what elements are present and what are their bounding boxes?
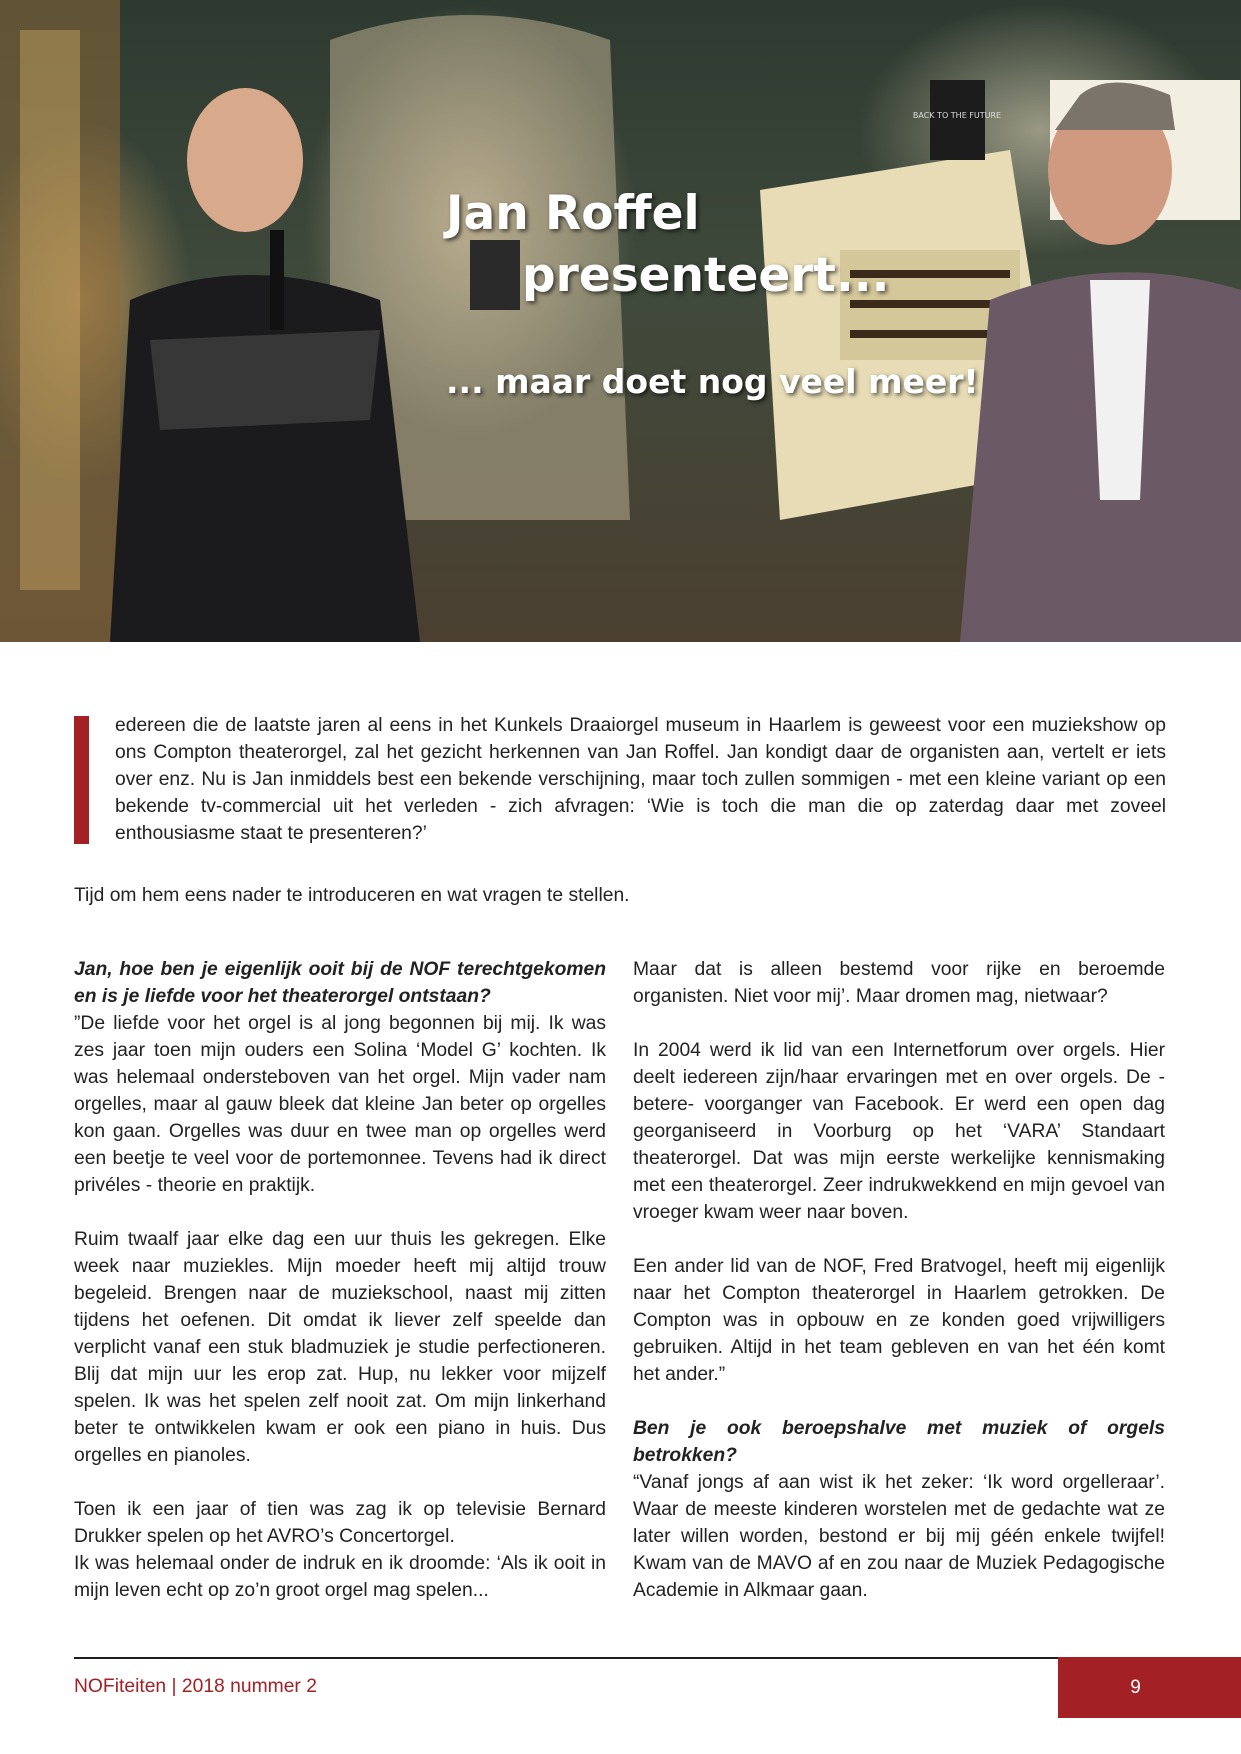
hero-photo: [0, 0, 1241, 642]
answer-paragraph: Ik was helemaal onder de indruk en ik droomde: ‘Als ik ooit in mijn leven echt op zo’n groot orgel mag spelen...: [74, 1553, 606, 1601]
page-number: 9: [1130, 1676, 1141, 1698]
drop-cap-bar: [74, 716, 89, 844]
hero-illustration: [0, 0, 1241, 642]
answer-paragraph: Een ander lid van de NOF, Fred Bratvogel, heeft mij eigenlijk naar het Compton theaterorgel in Haarlem getrokken. De Compton was in opbouw en ze konden goed vrijwilligers gebruiken. Altijd in het team gebleven en van het één komt het ander.”: [633, 1256, 1165, 1385]
question-1: Jan, hoe ben je eigenlijk ooit bij de NOF terechtgekomen en is je liefde voor het theaterorgel ontstaan?: [74, 959, 606, 1007]
right-column: [633, 956, 1165, 1604]
video-box: [930, 80, 985, 160]
question-2: Ben je ook beroepshalve met muziek of orgels betrokken?: [633, 1418, 1165, 1466]
hero-subtitle: ... maar doet nog veel meer!: [446, 362, 979, 401]
answer-paragraph: Toen ik een jaar of tien was zag ik op televisie Bernard Drukker spelen op het AVRO’s Concertorgel.: [74, 1499, 606, 1547]
hero-title-line1: Jan Roffel: [446, 186, 700, 241]
answer-paragraph: In 2004 werd ik lid van een Internetforum over orgels. Hier deelt iedereen zijn/haar ervaringen met en over orgels. De -betere- voorganger van Facebook. Er werd een open dag georganiseerd in Voorburg op het ‘VARA’ Standaart theaterorgel. Dat was mijn eerste werkelijke kennismaking met een theaterorgel. Zeer indrukwekkend en mijn gevoel van vroeger kwam weer naar boven.: [633, 1040, 1165, 1223]
intro-block: [74, 712, 1166, 847]
answer-paragraph: Ruim twaalf jaar elke dag een uur thuis les gekregen. Elke week naar muziekles. Mijn moeder heeft mij altijd trouw begeleid. Brengen naar de muziekschool, naast mij zitten tijdens het oefenen. Dit omdat ik liever zelf speelde dan verplicht vanaf een stuk bladmuziek je studie perfectioneren. Blij dat mijn uur les erop zat. Hup, nu lekker voor mijzelf spelen. Ik was het spelen zelf nooit zat. Om mijn linkerhand beter te ontwikkelen kwam er ook een piano in huis. Dus orgelles en pianoles.: [74, 1229, 606, 1466]
footer-publication: NOFiteiten | 2018 nummer 2: [74, 1676, 317, 1697]
presenter-body: [110, 275, 420, 642]
organist-shirt: [1090, 280, 1150, 500]
hero-title-line2: presenteert...: [522, 248, 890, 303]
answer-paragraph: ”De liefde voor het orgel is al jong begonnen bij mij. Ik was zes jaar toen mijn ouders een Solina ‘Model G’ kochten. Ik was helemaal ondersteboven van het orgel. Mijn vader nam orgelles, maar al gauw bleek dat kleine Jan beter op orgelles kon gaan. Orgelles was duur en twee man op orgelles werd een beetje te veel voor de portemonnee. Tevens had ik direct privéles - theorie en praktijk.: [74, 1013, 606, 1196]
wall-poster: [470, 240, 520, 310]
video-box-label: BACK TO THE FUTURE: [912, 111, 1002, 120]
answer-paragraph: “Vanaf jongs af aan wist ik het zeker: ‘Ik word orgelleraar’. Waar de meeste kinderen worstelen met de gedachte wat ze later willen worden, bestond er bij mij géén enkele twijfel! Kwam van de MAVO af en zou naar de Muziek Pedagogische Academie in Alkmaar gaan.: [633, 1472, 1165, 1601]
left-column: [74, 956, 606, 1604]
microphone: [270, 230, 284, 330]
intro-follow: Tijd om hem eens nader te introduceren en wat vragen te stellen.: [74, 885, 630, 906]
page-number-box: [1058, 1657, 1241, 1718]
organ-ornament: [20, 30, 80, 590]
footer-rule: [74, 1657, 1058, 1659]
intro-paragraph: edereen die de laatste jaren al eens in het Kunkels Draaiorgel museum in Haarlem is geweest voor een muziekshow op ons Compton theaterorgel, zal het gezicht herkennen van Jan Roffel. Jan kondigt daar de organisten aan, vertelt er iets over enz. Nu is Jan inmiddels best een bekende verschijning, maar toch zullen sommigen - met een kleine variant op een bekende tv-commercial uit het verleden - zich afvragen: ‘Wie is toch die man die op zaterdag daar met zoveel enthousiasme staat te presenteren?’: [115, 715, 1166, 844]
presenter-head: [187, 88, 303, 232]
answer-paragraph: Maar dat is alleen bestemd voor rijke en beroemde organisten. Niet voor mij’. Maar dromen mag, nietwaar?: [633, 959, 1165, 1007]
